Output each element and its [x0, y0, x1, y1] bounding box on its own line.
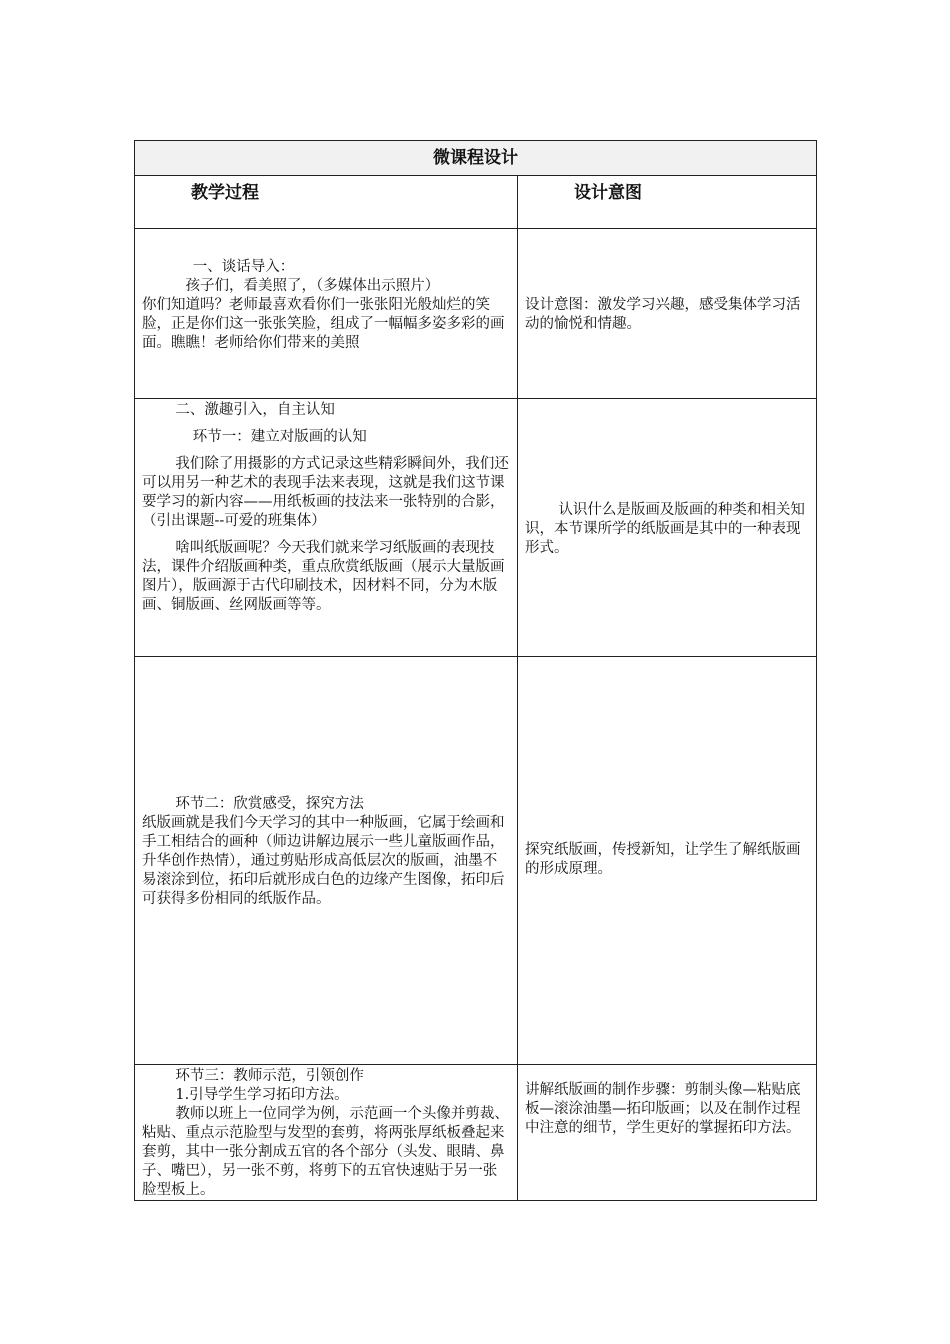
paragraph: 教师以班上一位同学为例，示范画一个头像并剪裁、粘贴、重点示范脸型与发型的套剪，将两张厚纸板叠起来套剪，其中一张分割成五官的各个部分（头发、眼睛、鼻子、嘴巴），另一张不剪，将剪下的五官快速贴于另一张脸型板上。 — [142, 1106, 509, 1198]
paragraph: 孩子们，看美照了，（多媒体出示照片） — [185, 278, 440, 294]
sub-heading: 环节三：教师示范，引领创作 — [175, 1068, 364, 1084]
table-title: 微课程设计 — [135, 141, 817, 176]
section-heading: 一、谈话导入： — [192, 259, 295, 275]
table-row — [135, 399, 817, 657]
intent-text: 探究纸版画，传授新知，让学生了解纸版画的形成原理。 — [525, 842, 801, 877]
sub-heading: 1.引导学生学习拓印方法。 — [175, 1087, 349, 1103]
column-header-teaching-process: 教学过程 — [135, 176, 518, 229]
table-row — [135, 1065, 817, 1201]
column-header-design-intent: 设计意图 — [518, 176, 817, 229]
sub-heading: 环节二：欣赏感受，探究方法 — [175, 796, 364, 812]
process-cell — [135, 399, 518, 657]
table-row — [135, 657, 817, 1065]
intent-text: 讲解纸版画的制作步骤：剪制头像—粘贴底板—滚涂油墨—拓印版画；以及在制作过程中注意的细节，学生更好的掌握拓印方法。 — [525, 1082, 801, 1136]
paragraph: 你们知道吗？老师最喜欢看你们一张张阳光般灿烂的笑脸，正是你们这一张张笑脸，组成了一幅幅多姿多彩的画面。瞧瞧！老师给你们带来的美照 — [142, 297, 505, 351]
table-row — [135, 229, 817, 399]
intent-cell — [518, 1065, 817, 1201]
paragraph: 我们除了用摄影的方式记录这些精彩瞬间外，我们还可以用另一种艺术的表现手法来表现，这就是我们这节课要学习的新内容——用纸板画的技法来一张特别的合影，（引出课题--可爱的班集体） — [142, 456, 509, 529]
section-heading: 二、激趣引入，自主认知 — [175, 402, 335, 418]
sub-heading: 环节一：建立对版画的认知 — [192, 429, 367, 445]
process-cell — [135, 1065, 518, 1201]
intent-text: 设计意图：激发学习兴趣，感受集体学习活动的愉悦和情趣。 — [525, 297, 801, 332]
process-cell — [135, 229, 518, 399]
intent-text: 认识什么是版画及版画的种类和相关知识，本节课所学的纸版画是其中的一种表现形式。 — [525, 502, 805, 556]
process-cell — [135, 657, 518, 1065]
intent-cell — [518, 657, 817, 1065]
intent-cell — [518, 229, 817, 399]
intent-cell — [518, 399, 817, 657]
paragraph: 啥叫纸版画呢？今天我们就来学习纸版画的表现技法，课件介绍版画种类，重点欣赏纸版画（展示大量版画图片），版画源于古代印刷技术，因材料不同，分为木版画、铜版画、丝网版画等等。 — [142, 540, 505, 613]
paragraph: 纸版画就是我们今天学习的其中一种版画，它属于绘画和手工相结合的画种（师边讲解边展示一些儿童版画作品，升华创作热情），通过剪贴形成高低层次的版画，油墨不易滚涂到位，拓印后就形成白色的边缘产生图像，拓印后可获得多份相同的纸版作品。 — [142, 815, 505, 907]
lesson-design-table — [134, 140, 817, 1201]
